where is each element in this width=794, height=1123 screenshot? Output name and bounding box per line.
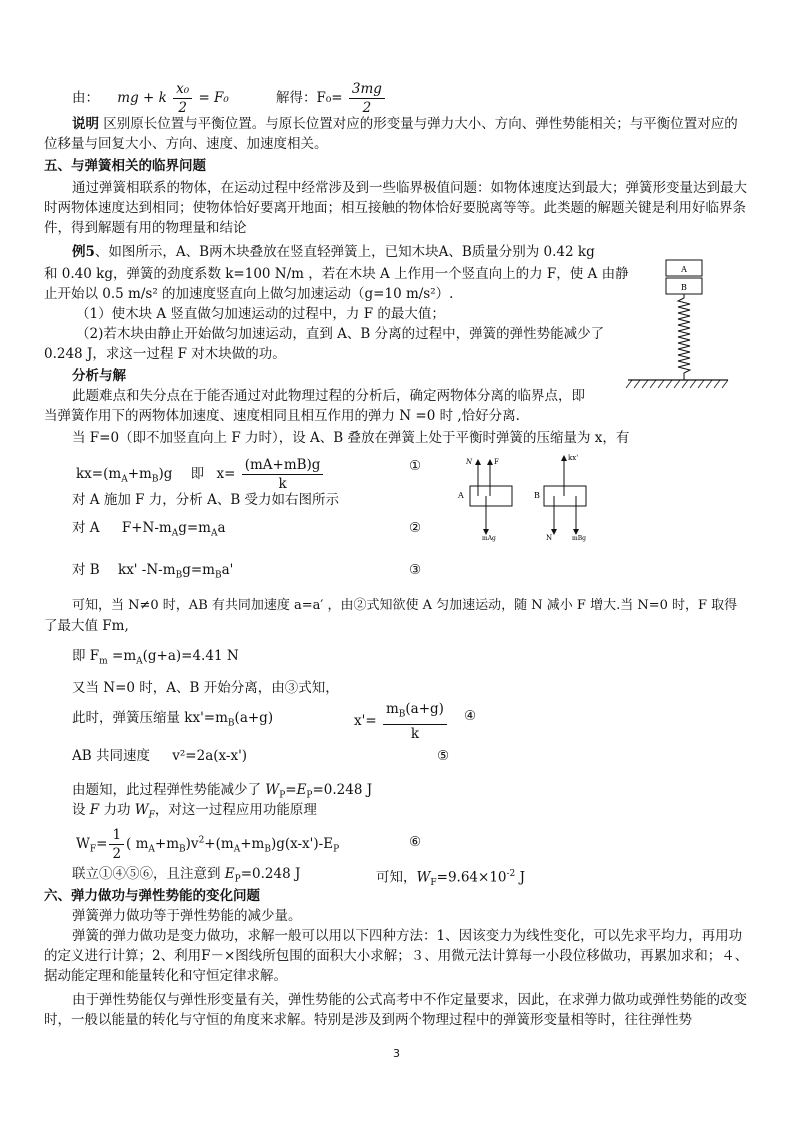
eq6-fraction	[109, 826, 124, 863]
fd-b-kx: kx'	[568, 454, 579, 462]
fm-eq: 即 $F_m =m_A(g+a)=4.41$ N	[72, 648, 239, 667]
eq1: $kx=(m_A+m_B)g$ 即 x= $\frac{(mA+mB)g}{k}$	[76, 456, 325, 493]
fd-a-f: F	[494, 458, 499, 466]
eq5-number: ⑤	[437, 748, 450, 764]
spring-coil	[678, 294, 690, 380]
spring-figure	[624, 258, 730, 394]
example5-q1: （1）使木块 A 竖直做匀加速运动的过程中，力 F 的最大值；	[76, 306, 445, 322]
eq6: $W_F=$ $\frac{1}{2}$ ( $m_A+m_B)v^2+(m_A+m_B)g(x-x')-E_P$	[76, 827, 340, 862]
fd-a-label: A	[458, 491, 464, 500]
eq1-frac-num: (mA+mB)g	[242, 456, 324, 475]
page-number: 3	[393, 1047, 400, 1060]
eq4-fraction: $\frac{m_B(a+g)}{k}$	[383, 700, 447, 743]
analysis-p2: 当 F=0（即不加竖直向上 F 力时），设 A、B 叠放在弹簧上处于平衡时弹簧的压缩量为 x，有	[72, 430, 630, 446]
p7-eq: v²=2a(x-x')	[172, 748, 248, 764]
solve-label: 解得：F₀=	[276, 90, 343, 106]
force-diagram	[456, 452, 606, 544]
example5-label: 例5	[72, 244, 95, 260]
top-solve	[276, 80, 387, 117]
eq1-frac-den: k	[278, 476, 287, 492]
analysis-p1a: 此题难点和失分点在于能否通过对此物理过程的分析后，确定两物体分离的临界点，即	[72, 388, 585, 404]
top-equation	[72, 80, 229, 117]
section5-heading: 五、与弹簧相关的临界问题	[44, 158, 206, 174]
solve-num: 3mg	[349, 80, 385, 99]
example5-line1	[72, 242, 595, 262]
section6-p1: 弹簧弹力做功等于弹性势能的减少量。	[72, 908, 302, 924]
analysis-p7	[72, 746, 247, 766]
fd-b-mg: mBg	[572, 535, 586, 542]
eq6-frac-den: 2	[112, 846, 122, 862]
block-a-label: A	[681, 265, 687, 274]
section6-heading: 六、弹力做功与弹性势能的变化问题	[44, 888, 260, 904]
eq-prefix: 由：	[72, 90, 99, 106]
eq1-number: ①	[409, 458, 422, 474]
analysis-p6: 此时，弹簧压缩量 $kx'=m_B(a+g)$	[72, 710, 274, 729]
analysis-p10b: 可知，$W_F=9.64\times 10^{-2}$ J	[376, 869, 525, 889]
solve-den: 2	[362, 100, 372, 116]
fd-b-label: B	[534, 491, 540, 500]
eq-lhs: mg + k	[117, 90, 167, 106]
example5-text1: 、如图所示，A、B两木块叠放在竖直轻弹簧上，已知木块A、B质量分别为 0.42 kg	[94, 244, 595, 260]
example5-q2: （2)若木块由静止开始做匀加速运动，直到 A、B 分离的过程中，弹簧的弹性势能减少了	[76, 326, 605, 342]
analysis-p8: 由题知，此过程弹性势能减少了 $W_P=E_P=0.248$ J	[72, 782, 373, 801]
p7-label: AB 共同速度	[72, 748, 150, 764]
eqB: 对 B kx' $-N-m_Bg=m_Ba'$	[72, 562, 234, 581]
analysis-p9: 设 F 力功 $W_F$，对这一过程应用功能原理	[72, 802, 317, 821]
section5-intro: 通过弹簧相联系的物体，在运动过程中经常涉及到一些临界极值问题：如物体速度达到最大；弹簧形变量达到最大时两物体速度达到相同；使物体恰好要离开地面；相互接触的物体恰好要脱离等等。此类题的解题关键是利用好临界条件，得到解题有用的物理量和结论	[44, 180, 747, 236]
analysis-p3: 对 A 施加 F 力，分析 A、B 受力如右图所示	[72, 492, 340, 508]
fd-b-n: N	[546, 534, 553, 542]
eq4-number: ④	[464, 708, 477, 724]
eq4	[354, 700, 449, 743]
analysis-p1b: 当弹簧作用下的两物体加速度、速度相同且相互作用的弹力 N =0 时 ,恰好分离.	[44, 408, 520, 424]
frac-num: x₀	[173, 80, 192, 99]
fd-block-b	[544, 486, 586, 506]
note-label: 说明	[72, 116, 99, 132]
eqB-number: ③	[409, 562, 422, 578]
fd-a-n: N	[466, 458, 473, 466]
analysis-heading: 分析与解	[72, 368, 126, 384]
eq1-fraction	[242, 456, 324, 493]
analysis-p4a: 可知，当 N≠0 时，AB 有共同加速度 a=a′ ，由②式知欲使 A 匀加速运动，随 N 减小 F 增大.当 N=0 时，F 取得	[72, 598, 738, 613]
fd-block-a	[470, 486, 512, 506]
fd-a-mg: mAg	[482, 535, 496, 542]
solve-fraction	[349, 80, 385, 117]
eqA-number: ②	[409, 520, 422, 536]
analysis-p5: 又当 N=0 时，A、B 开始分离，由③式知，	[72, 680, 339, 696]
eq6-number: ⑥	[409, 834, 422, 850]
note-paragraph	[44, 114, 750, 154]
eq-fraction	[173, 80, 192, 117]
eq4-den: k	[410, 725, 420, 742]
analysis-p4b: 了最大值 Fm,	[44, 618, 129, 634]
eqB-label: 对 B	[72, 562, 100, 578]
section6-p2: 弹簧的弹力做功是变力做功，求解一般可以用以下四种方法：1、因该变力为线性变化，可以先求平均力，再用功的定义进行计算；2、利用F－×图线所包围的面积大小求解；３、用微元法计算每一小段位移做功，再累加求和；４、据动能定理和能量转化和守恒定律求解。	[44, 928, 749, 984]
eq1-mid: 即	[190, 466, 205, 482]
example5-line3: 止开始以 0.5 m/s² 的加速度竖直向上做匀加速运动（g=10 m/s²）.	[44, 286, 454, 302]
eqA: 对 A $F+N-m_Ag=m_Aa$	[72, 520, 226, 539]
eq6-frac-num: 1	[109, 826, 124, 845]
ground-hatch	[626, 380, 728, 388]
eq4-lhs: x'=	[354, 712, 377, 729]
eqA-label: 对 A	[72, 520, 100, 536]
eq-rhs: = F₀	[198, 90, 229, 106]
example5-line2: 和 0.40 kg，弹簧的劲度系数 k=100 N/m ，若在木块 A 上作用一个竖直向上的力 F，使 A 由静	[44, 266, 629, 282]
example5-q2b: 0.248 J，求这一过程 F 对木块做的功。	[44, 346, 286, 362]
frac-den: 2	[178, 100, 187, 116]
section6-p3: 由于弹性势能仅与弹性形变量有关，弹性势能的公式高考中不作定量要求，因此，在求弹力做功或弹性势能的改变时，一般以能量的转化与守恒的角度来求解。特别是涉及到两个物理过程中的弹簧形变量相等时，往往弹性势	[44, 992, 747, 1028]
note-text: 区别原长位置与平衡位置。与原长位置对应的形变量与弹力大小、方向、弹性势能相关；与平衡位置对应的位移量与回复大小、方向、速度、加速度相关。	[44, 116, 738, 152]
block-b-label: B	[681, 283, 687, 292]
analysis-p10a: 联立①④⑤⑥，且注意到 $E_P=0.248$ J	[72, 866, 301, 885]
